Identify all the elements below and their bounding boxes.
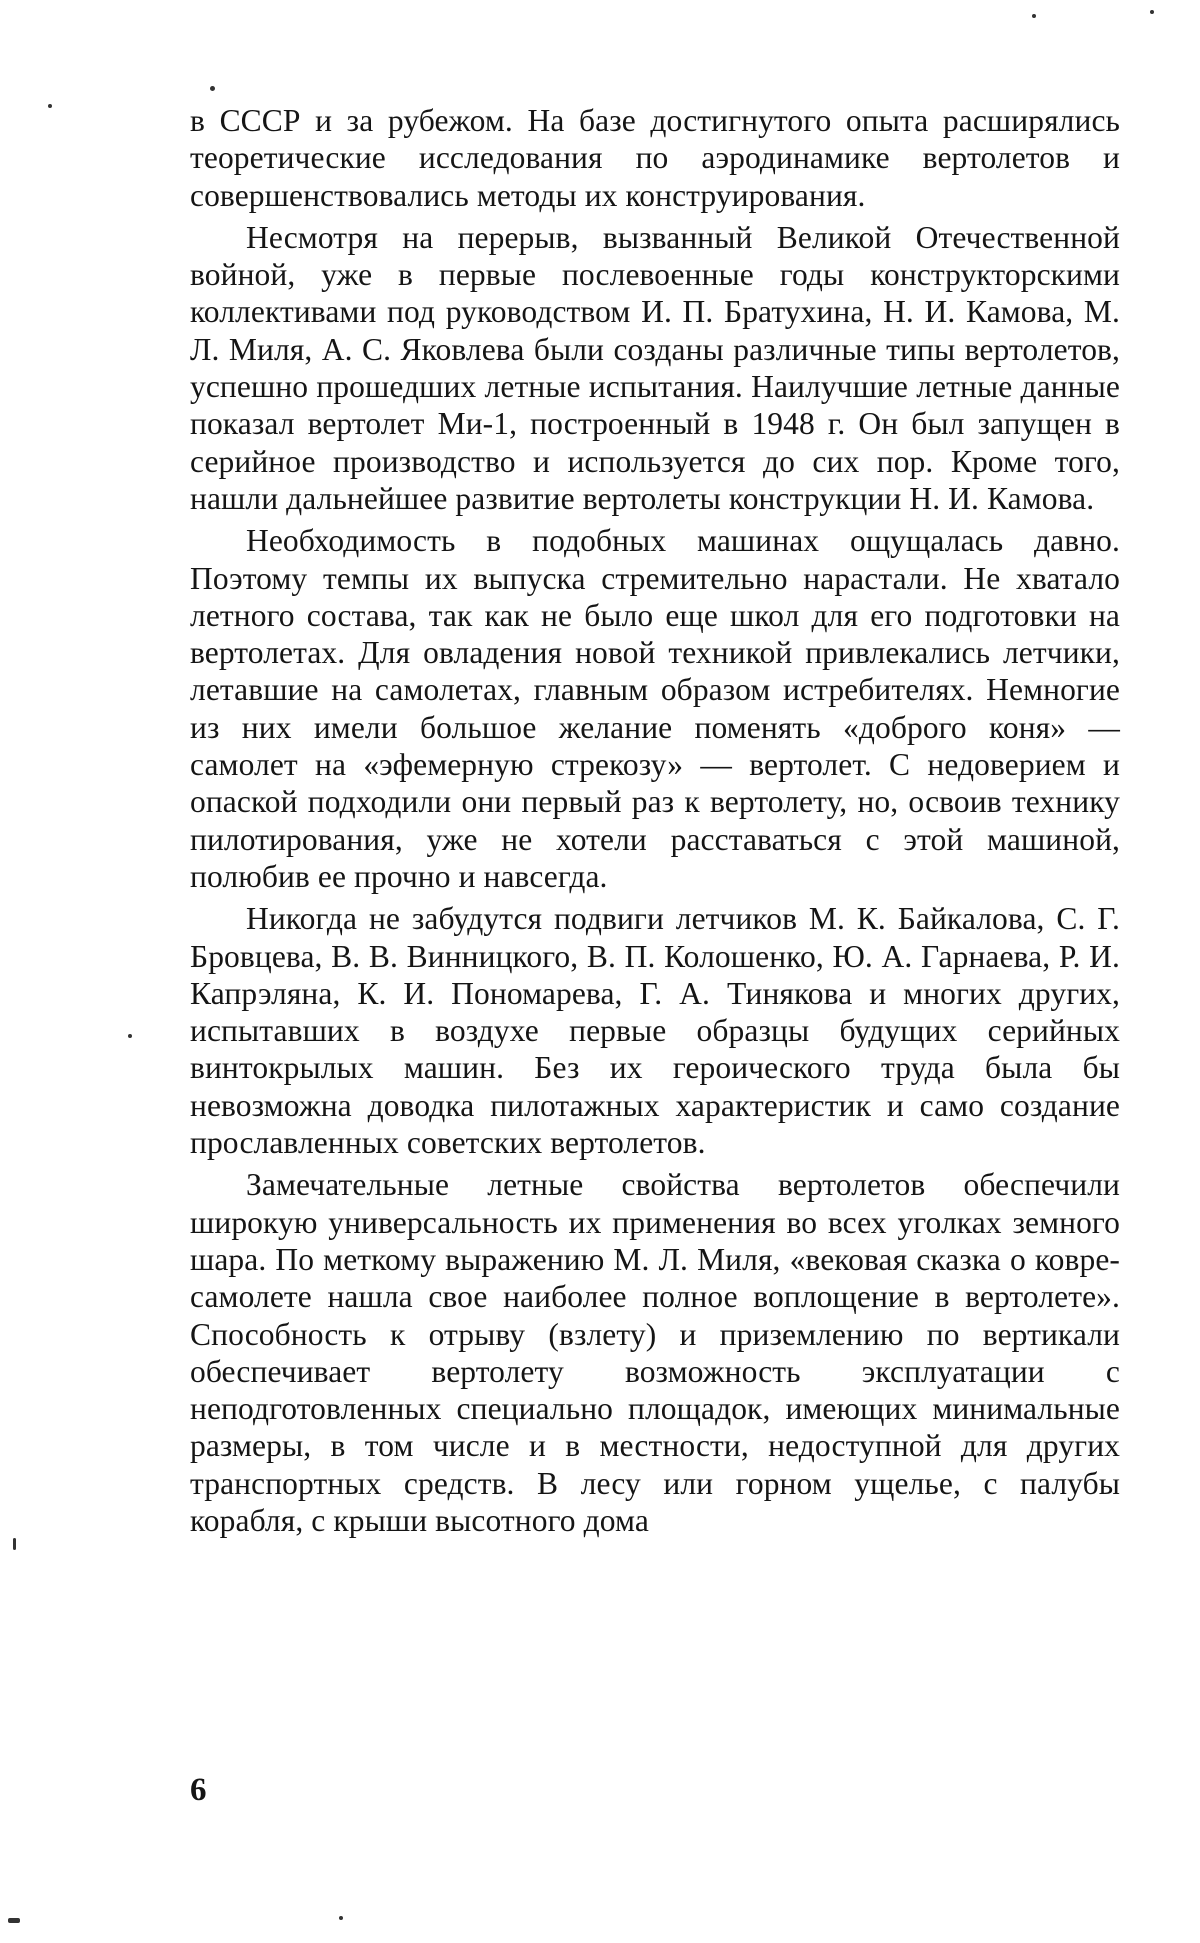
scan-speck xyxy=(13,1538,16,1550)
paragraph-3: Необходимость в подобных машинах ощущалась давно. Поэтому темпы их выпуска стремительно нарастали. Не хватало летного состава, так как не было еще школ для его подготовки на вертолетах. Для овладения новой техникой привлекались летчики, летавшие на самолетах, главным образом истребителях. Немногие из них имели большое желание поменять «доброго коня» — самолет на «эфемерную стрекозу» — вертолет. С недоверием и опаской подходили они первый раз к вертолету, но, освоив технику пилотирования, уже не хотели расставаться с этой машиной, полюбив ее прочно и навсегда. xyxy=(190,523,1120,894)
page-number: 6 xyxy=(190,1772,207,1808)
paragraph-1: в СССР и за рубежом. На базе достигнутого опыта расширялись теоретические исследования по аэродинамике вертолетов и совершенствовались методы их конструирования. xyxy=(190,103,1120,213)
body-text xyxy=(190,102,1120,1544)
scan-speck xyxy=(1032,14,1036,18)
scan-speck xyxy=(1150,10,1154,14)
paragraph-2: Несмотря на перерыв, вызванный Великой Отечественной войной, уже в первые послевоенные годы конструкторскими коллективами под руководством И. П. Братухина, Н. И. Камова, М. Л. Миля, А. С. Яковлева были созданы различные типы вертолетов, успешно прошедших летные испытания. Наилучшие летные данные показал вертолет Ми-1, построенный в 1948 г. Он был запущен в серийное производство и используется до сих пор. Кроме того, нашли дальнейшее развитие вертолеты конструкции Н. И. Камова. xyxy=(190,219,1120,516)
paragraph-4: Никогда не забудутся подвиги летчиков М. К. Байкалова, С. Г. Бровцева, В. В. Винницкого, В. П. Колошенко, Ю. А. Гарнаева, Р. И. Капрэляна, К. И. Пономарева, Г. А. Тинякова и многих других, испытавших в воздухе первые образцы будущих серийных винтокрылых машин. Без их героического труда была бы невозможна доводка пилотажных характеристик и само создание прославленных советских вертолетов. xyxy=(190,901,1120,1161)
scan-speck xyxy=(48,104,52,108)
scan-speck xyxy=(210,86,215,91)
scan-speck xyxy=(128,1034,132,1038)
scan-speck xyxy=(339,1916,343,1920)
scan-speck xyxy=(8,1918,20,1923)
paragraph-5: Замечательные летные свойства вертолетов обеспечили широкую универсальность их применения во всех уголках земного шара. По меткому выражению М. Л. Миля, «вековая сказка о ковре-самолете нашла свое наиболее полное воплощение в вертолете». Способность к отрыву (взлету) и приземлению по вертикали обеспечивает вертолету возможность эксплуатации с неподготовленных специально площадок, имеющих минимальные размеры, в том числе и в местности, недоступной для других транспортных средств. В лесу или горном ущелье, с палубы корабля, с крыши высотного дома xyxy=(190,1167,1120,1538)
